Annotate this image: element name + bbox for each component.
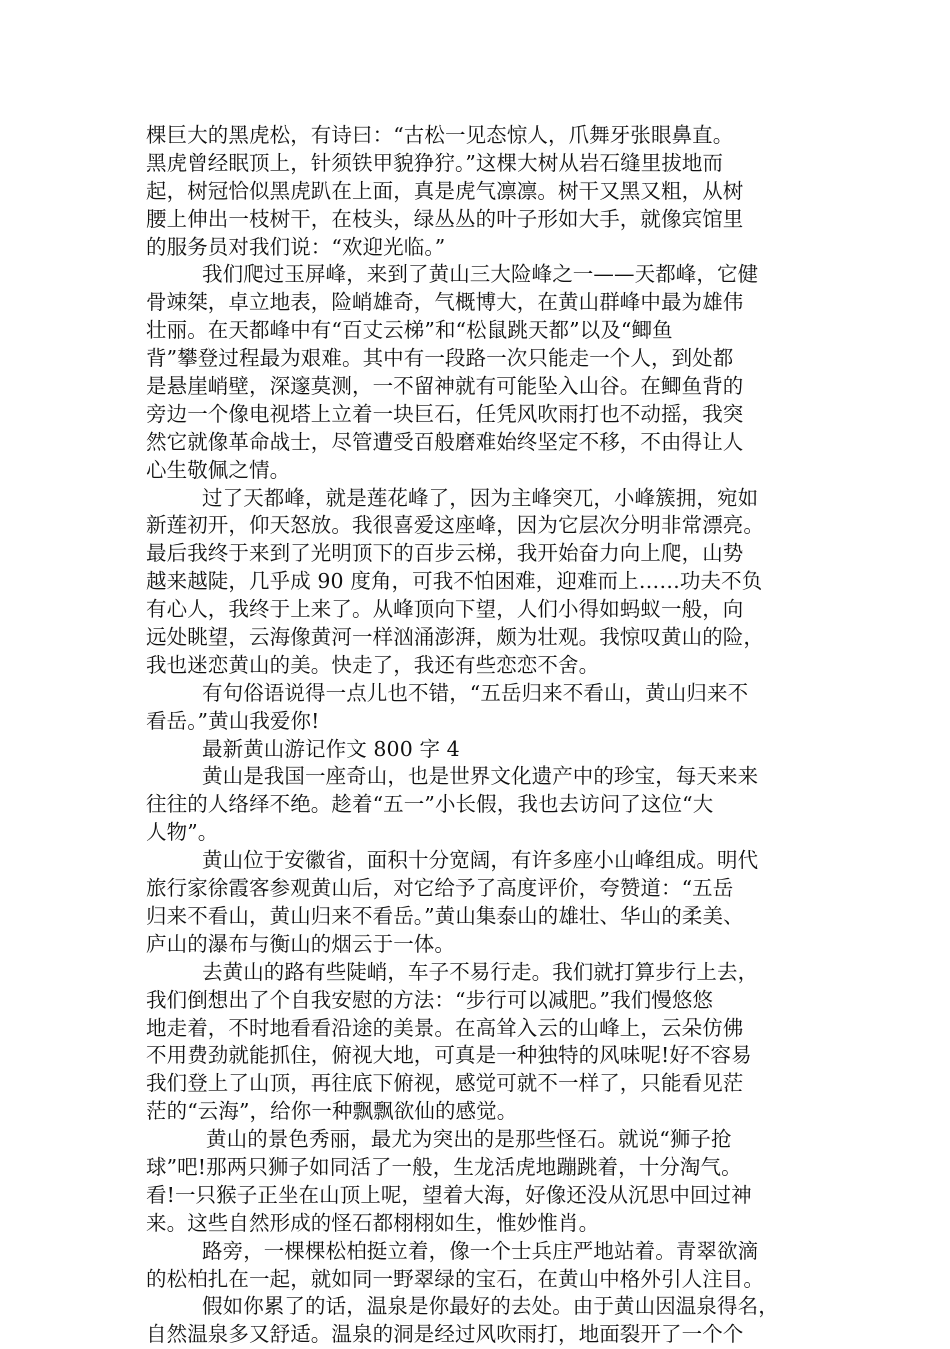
text-line: 然它就像革命战士，尽管遭受百般磨难始终坚定不移，不由得让人 (146, 429, 744, 454)
text-line: 新莲初开，仰天怒放。我很喜爱这座峰，因为它层次分明非常漂亮。 (146, 513, 764, 538)
text-line: 棵巨大的黑虎松，有诗曰：“古松一见态惊人，爪舞牙张眼鼻直。 (146, 123, 734, 147)
text-line: 是悬崖峭壁，深邃莫测，一不留神就有可能坠入山谷。在鲫鱼背的 (146, 374, 744, 399)
text-line: 球”吧!那两只狮子如同活了一般，生龙活虎地蹦跳着，十分淘气。 (146, 1154, 742, 1179)
text-line: 越来越陡，几乎成 90 度角，可我不怕困难，迎难而上……功夫不负 (146, 569, 763, 594)
paragraph-start-line: 我们爬过玉屏峰，来到了黄山三大险峰之一——天都峰，它健 (202, 262, 759, 287)
article-body (146, 122, 846, 1349)
text-line: 的松柏扎在一起，就如同一野翠绿的宝石，在黄山中格外引人注目。 (146, 1266, 764, 1291)
text-line: 人物”。 (146, 820, 219, 845)
text-line: 我们倒想出了个自我安慰的方法：“步行可以减肥。”我们慢悠悠 (146, 987, 714, 1012)
paragraph-start-line: 黄山是我国一座奇山，也是世界文化遗产中的珍宝，每天来来 (202, 764, 759, 789)
paragraph-start-line: 去黄山的路有些陡峭，车子不易行走。我们就打算步行上去， (202, 959, 759, 984)
text-line: 不用费劲就能抓住，俯视大地，可真是一种独特的风味呢!好不容易 (146, 1043, 752, 1068)
text-line: 旅行家徐霞客参观黄山后，对它给予了高度评价，夸赞道：“五岳 (146, 876, 734, 901)
text-line: 有心人，我终于上来了。从峰顶向下望，人们小得如蚂蚁一般，向 (146, 597, 744, 622)
text-line: 最后我终于来到了光明顶下的百步云梯，我开始奋力向上爬，山势 (146, 541, 744, 566)
text-line: 看!一只猴子正坐在山顶上呢，望着大海，好像还没从沉思中回过神 (146, 1182, 752, 1207)
section-heading: 最新黄山游记作文 800 字 4 (202, 736, 460, 761)
paragraph-start-line: 黄山位于安徽省，面积十分宽阔，有许多座小山峰组成。明代 (202, 848, 759, 873)
paragraph-start-line: 假如你累了的话，温泉是你最好的去处。由于黄山因温泉得名， (202, 1294, 779, 1319)
paragraph-start-line: 有句俗语说得一点儿也不错，“五岳归来不看山，黄山归来不 (202, 680, 749, 705)
text-line: 心生敬佩之情。 (146, 457, 291, 482)
text-line: 我们登上了山顶，再往底下俯视，感觉可就不一样了，只能看见茫 (146, 1071, 744, 1096)
text-line: 背”攀登过程最为艰难。其中有一段路一次只能走一个人，到处都 (146, 346, 734, 371)
paragraph-start-line: 过了天都峰，就是莲花峰了，因为主峰突兀，小峰簇拥，宛如 (202, 485, 759, 510)
text-line: 归来不看山，黄山归来不看岳。”黄山集泰山的雄壮、华山的柔美、 (146, 903, 744, 928)
text-line: 黑虎曾经眠顶上，针须铁甲貌狰狞。”这棵大树从岩石缝里拔地而 (146, 150, 724, 175)
text-line: 庐山的瀑布与衡山的烟云于一体。 (146, 931, 455, 956)
text-line: 起，树冠恰似黑虎趴在上面，真是虎气凛凛。树干又黑又粗，从树 (146, 178, 744, 203)
paragraph-start-line: 黄山的景色秀丽，最尤为突出的是那些怪石。就说“狮子抢 (206, 1127, 732, 1152)
text-line: 自然温泉多又舒适。温泉的洞是经过风吹雨打，地面裂开了一个个 (146, 1322, 744, 1347)
text-line: 腰上伸出一枝树干，在枝头，绿丛丛的叶子形如大手，就像宾馆里 (146, 206, 744, 231)
text-line: 骨竦桀，卓立地表，险峭雄奇，气概博大，在黄山群峰中最为雄伟 (146, 290, 744, 315)
text-line: 壮丽。在天都峰中有“百丈云梯”和“松鼠跳天都”以及“鲫鱼 (146, 318, 673, 343)
text-line: 来。这些自然形成的怪石都栩栩如生，惟妙惟肖。 (146, 1210, 600, 1235)
text-line: 旁边一个像电视塔上立着一块巨石，任凭风吹雨打也不动摇，我突 (146, 401, 744, 426)
text-line: 茫的“云海”，给你一种飘飘欲仙的感觉。 (146, 1099, 518, 1124)
paragraph-start-line: 路旁，一棵棵松柏挺立着，像一个士兵庄严地站着。青翠欲滴 (202, 1238, 759, 1263)
text-line: 地走着，不时地看看沿途的美景。在高耸入云的山峰上，云朵仿佛 (146, 1015, 744, 1040)
text-line: 我也迷恋黄山的美。快走了，我还有些恋恋不舍。 (146, 652, 600, 677)
text-line: 往往的人络绎不绝。趁着“五一”小长假，我也去访问了这位“大 (146, 792, 714, 817)
text-line: 远处眺望，云海像黄河一样汹涌澎湃，颇为壮观。我惊叹黄山的险， (146, 625, 764, 650)
text-line: 看岳。”黄山我爱你! (146, 708, 320, 733)
text-line: 的服务员对我们说：“欢迎光临。” (146, 234, 446, 259)
